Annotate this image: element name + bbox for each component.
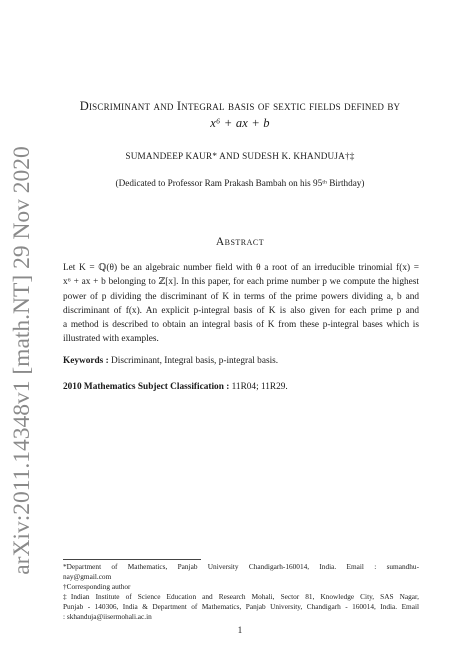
keywords	[63, 356, 419, 366]
footnote-line: Punjab - 140306, India & Department of Mathematics, Panjab University, Chandigarh - 160014, India. Email	[63, 602, 419, 611]
abstract-heading: Abstract	[215, 236, 265, 248]
footnote-line: : skhanduja@iisermohali.ac.in	[63, 612, 152, 621]
footnote-line: *Department of Mathematics, Panjab University Chandigarh-160014, India. Email : sumandhu-	[63, 562, 419, 571]
msc-text: 11R04; 11R29.	[231, 382, 288, 392]
footnote-line: ‡Indian Institute of Science Education and Research Mohali, Sector 81, Knowledge City, SAS Nagar,	[63, 592, 419, 601]
paper-title	[50, 98, 430, 132]
arxiv-stamp-text: arXiv:2011.14348v1 [math.NT] 29 Nov 2020	[8, 145, 35, 575]
footnote-rule	[63, 559, 201, 560]
footnote-line: nay@gmail.com	[63, 572, 112, 581]
keywords-text: Discriminant, Integral basis, p-integral basis.	[111, 356, 279, 366]
arxiv-stamp	[3, 145, 41, 575]
abstract-line: discriminant of f(x). An explicit p-integral basis of K is also given for each prime p and	[63, 305, 419, 316]
abstract-line: x⁶ + ax + b belonging to ℤ[x]. In this paper, for each prime number p we compute the highest	[63, 277, 419, 288]
title-line-2: x⁶ + ax + b	[210, 116, 270, 130]
abstract-line: power of p dividing the discriminant of K in terms of the prime powers dividing a, b and	[63, 291, 419, 302]
msc-classification	[63, 382, 419, 392]
title-line-1: Discriminant and Integral basis of sextic fields defined by	[79, 99, 401, 113]
dedication: (Dedicated to Professor Ram Prakash Bambah on his 95ᵗʰ Birthday)	[115, 178, 365, 188]
footnotes	[63, 562, 419, 622]
footnote-line: †Corresponding author	[63, 582, 131, 591]
authors: SUMANDEEP KAUR* AND SUDESH K. KHANDUJA†‡	[125, 151, 355, 161]
msc-label: 2010 Mathematics Subject Classification :	[63, 382, 230, 392]
abstract-line: illustrated with examples.	[63, 334, 159, 345]
abstract-line: a method is described to obtain an integral basis of K from these p-integral bases which is	[63, 320, 419, 331]
page-number: 1	[237, 626, 243, 636]
keywords-label: Keywords :	[63, 356, 109, 366]
abstract-line: Let K = ℚ(θ) be an algebraic number field with θ a root of an irreducible trinomial f(x) =	[63, 263, 419, 273]
abstract-body	[63, 261, 419, 347]
